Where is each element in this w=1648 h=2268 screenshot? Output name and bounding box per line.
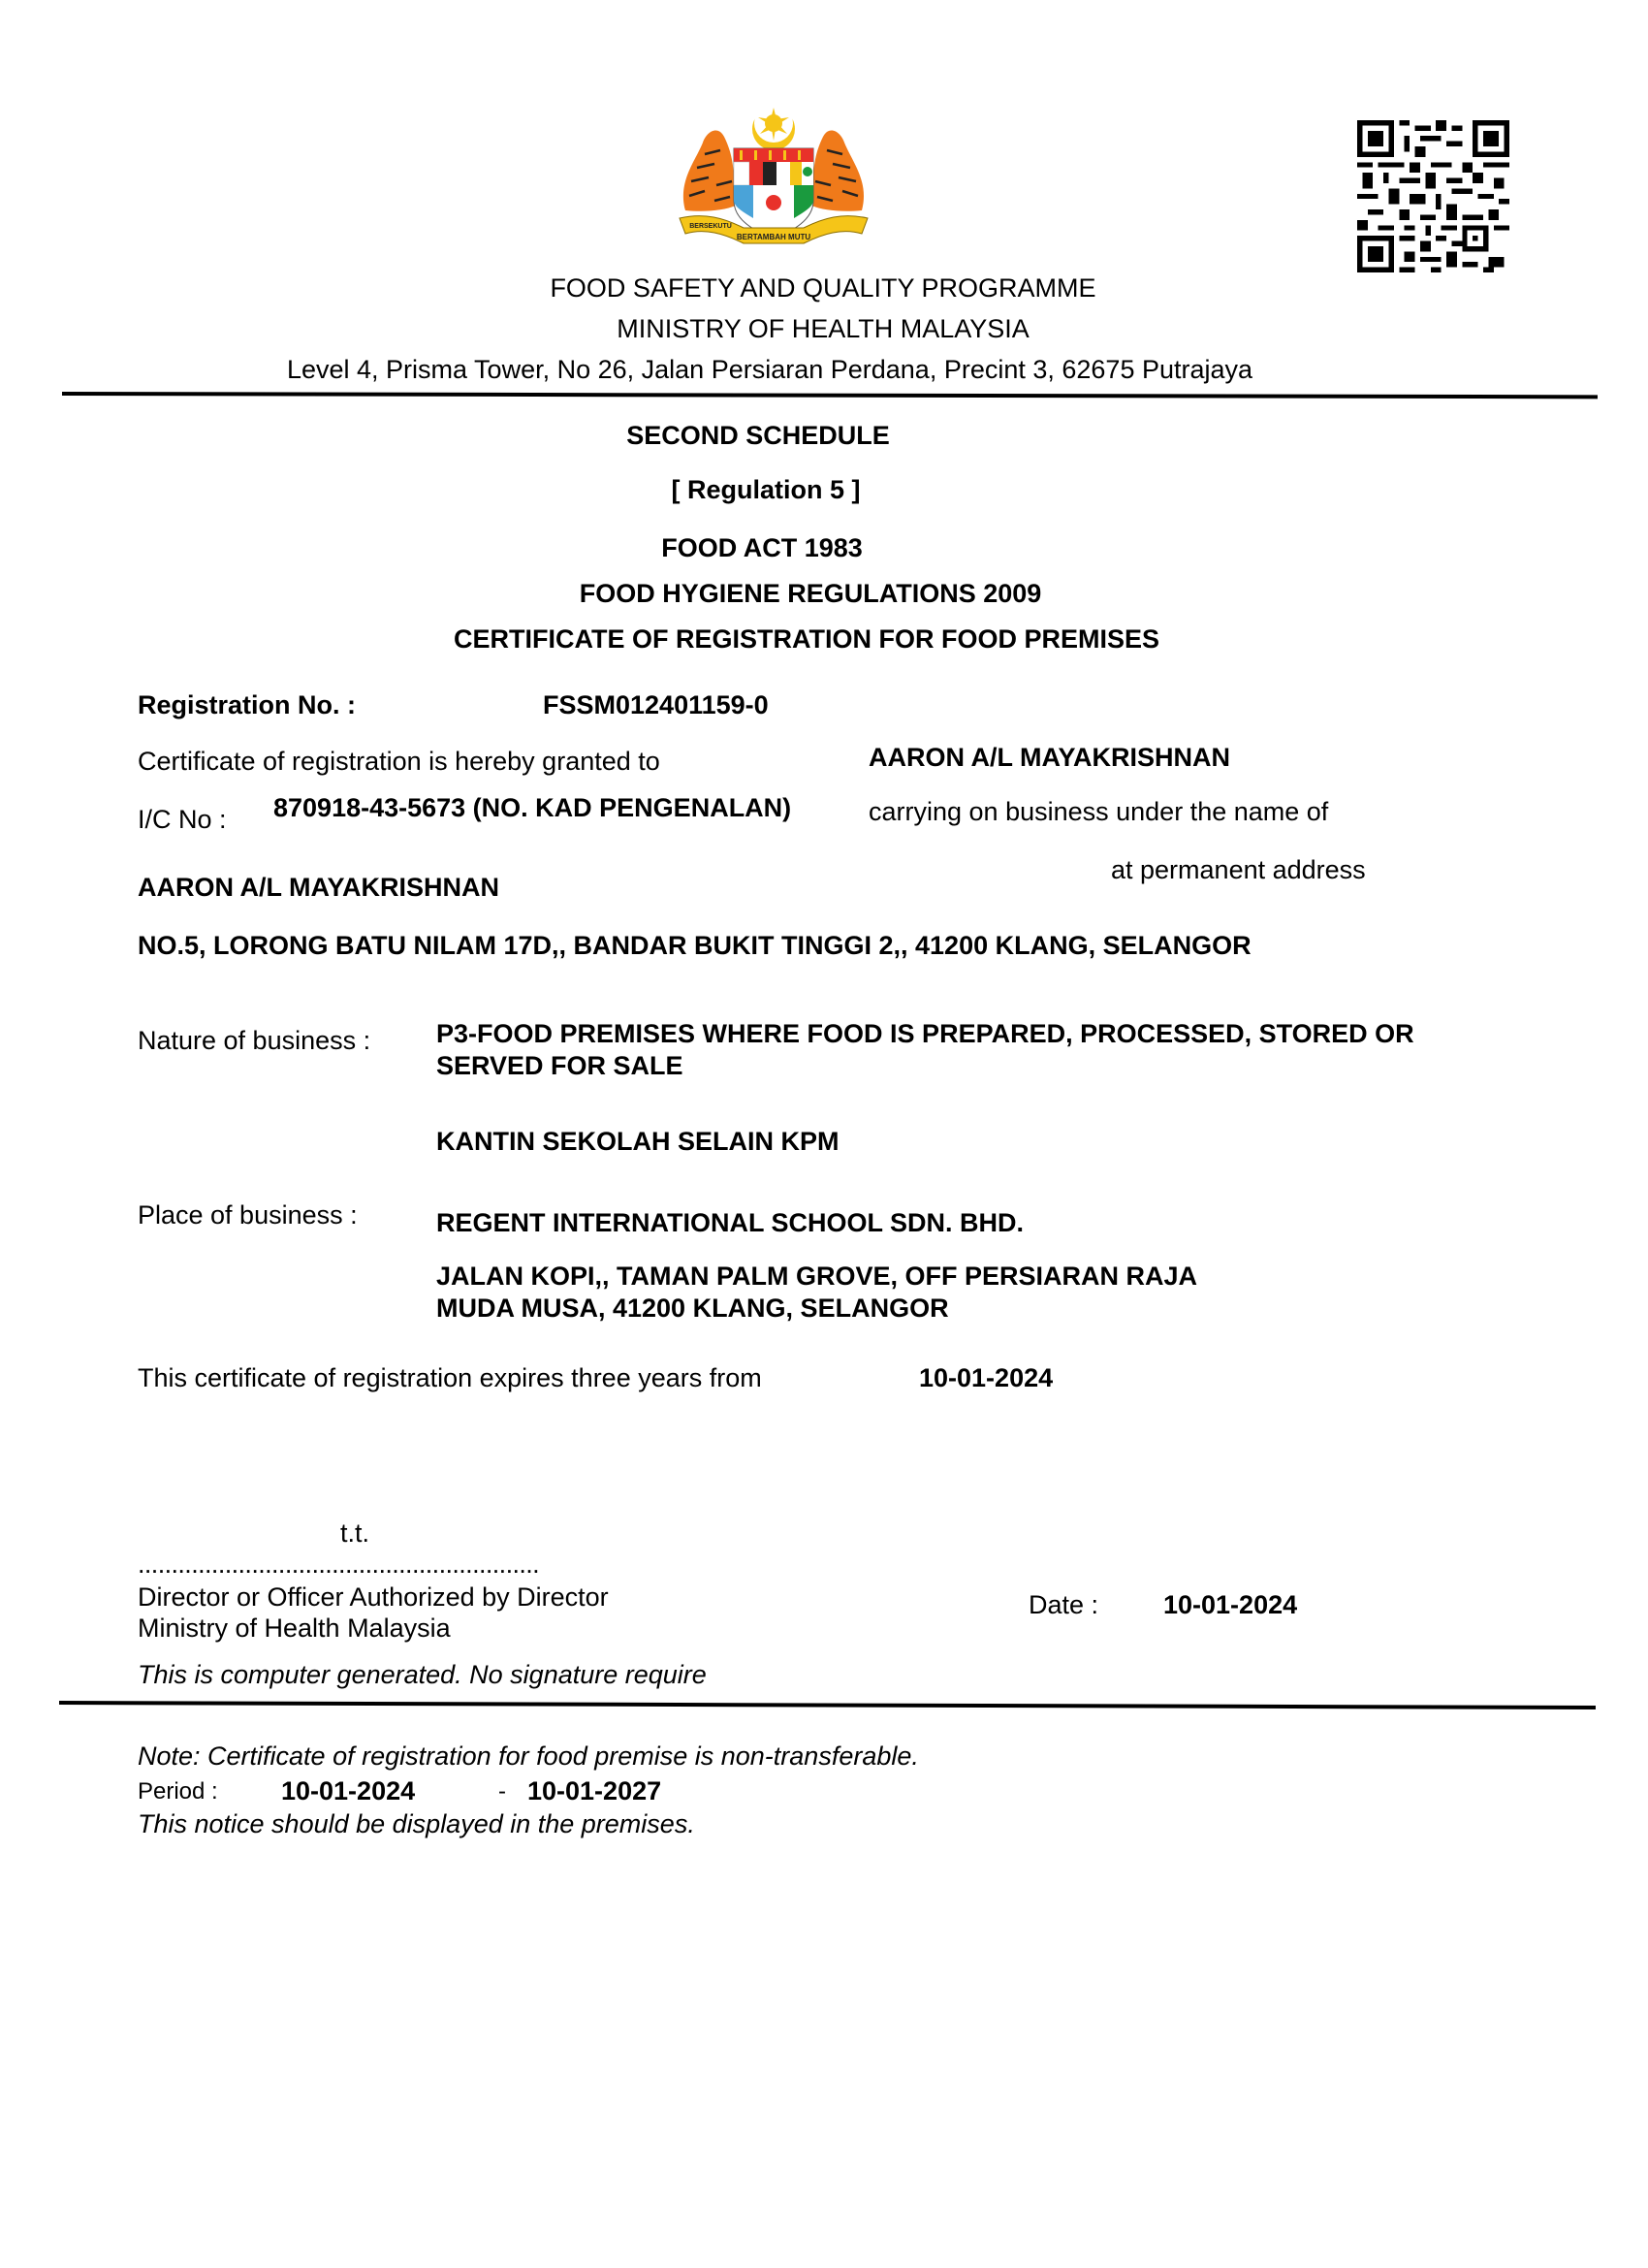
tt-label: t.t. [340, 1518, 370, 1548]
org-name: FOOD SAFETY AND QUALITY PROGRAMME [550, 273, 1096, 303]
holder-name: AARON A/L MAYAKRISHNAN [869, 743, 1231, 772]
business-name-label: carrying on business under the name of [869, 797, 1329, 826]
signatory-ministry: Ministry of Health Malaysia [138, 1613, 451, 1643]
place-name: REGENT INTERNATIONAL SCHOOL SDN. BHD. [436, 1208, 1025, 1237]
period-start: 10-01-2024 [281, 1776, 416, 1805]
computer-generated-notice: This is computer generated. No signature require [138, 1660, 707, 1689]
granted-to-label: Certificate of registration is hereby granted to [138, 747, 660, 776]
svg-text:BERTAMBAH MUTU: BERTAMBAH MUTU [736, 233, 811, 241]
expiry-date: 10-01-2024 [919, 1363, 1054, 1392]
issue-date: 10-01-2024 [1163, 1590, 1298, 1619]
period-end: 10-01-2027 [527, 1776, 662, 1805]
place-address: JALAN KOPI,, TAMAN PALM GROVE, OFF PERSIARAN RAJA MUDA MUSA, 41200 KLANG, SELANGOR [436, 1262, 1197, 1323]
act-title: FOOD ACT 1983 [661, 533, 863, 562]
signatory-title: Director or Officer Authorized by Director [138, 1582, 609, 1612]
period-label: Period : [138, 1778, 218, 1805]
permanent-address: NO.5, LORONG BATU NILAM 17D,, BANDAR BUKIT TINGGI 2,, 41200 KLANG, SELANGOR [138, 931, 1252, 960]
footer-divider [59, 1701, 1596, 1709]
ministry-name: MINISTRY OF HEALTH MALAYSIA [617, 314, 1030, 343]
registration-number: FSSM012401159-0 [543, 690, 769, 719]
nature-type: KANTIN SEKOLAH SELAIN KPM [436, 1127, 840, 1156]
nature-category: P3-FOOD PREMISES WHERE FOOD IS PREPARED, PROCESSED, STORED OR SERVED FOR SALE [436, 1019, 1414, 1080]
expiry-label: This certificate of registration expires three years from [138, 1363, 762, 1392]
nature-label: Nature of business : [138, 1026, 371, 1055]
qr-code-icon [1357, 120, 1509, 272]
malaysia-coat-of-arms-icon [676, 104, 872, 249]
ic-label: I/C No : [138, 805, 227, 834]
ic-number: 870918-43-5673 (NO. KAD PENGENALAN) [273, 793, 792, 822]
header-divider [62, 392, 1598, 399]
date-label: Date : [1029, 1590, 1099, 1619]
permanent-address-label: at permanent address [1111, 855, 1366, 884]
schedule-title: SECOND SCHEDULE [626, 421, 890, 450]
regulation-title: [ Regulation 5 ] [671, 475, 861, 504]
business-name: AARON A/L MAYAKRISHNAN [138, 873, 500, 902]
registration-label: Registration No. : [138, 690, 357, 719]
place-label: Place of business : [138, 1200, 358, 1230]
non-transferable-note: Note: Certificate of registration for food premise is non-transferable. [138, 1741, 919, 1771]
svg-text:BERSEKUTU: BERSEKUTU [689, 223, 732, 230]
regulations-title: FOOD HYGIENE REGULATIONS 2009 [579, 579, 1042, 608]
signature-line: ............................................................ [138, 1549, 540, 1579]
period-separator: - [498, 1778, 506, 1805]
display-notice: This notice should be displayed in the premises. [138, 1809, 695, 1838]
certificate-title: CERTIFICATE OF REGISTRATION FOR FOOD PREMISES [453, 624, 1159, 654]
ministry-address: Level 4, Prisma Tower, No 26, Jalan Persiaran Perdana, Precint 3, 62675 Putrajaya [286, 355, 1253, 384]
